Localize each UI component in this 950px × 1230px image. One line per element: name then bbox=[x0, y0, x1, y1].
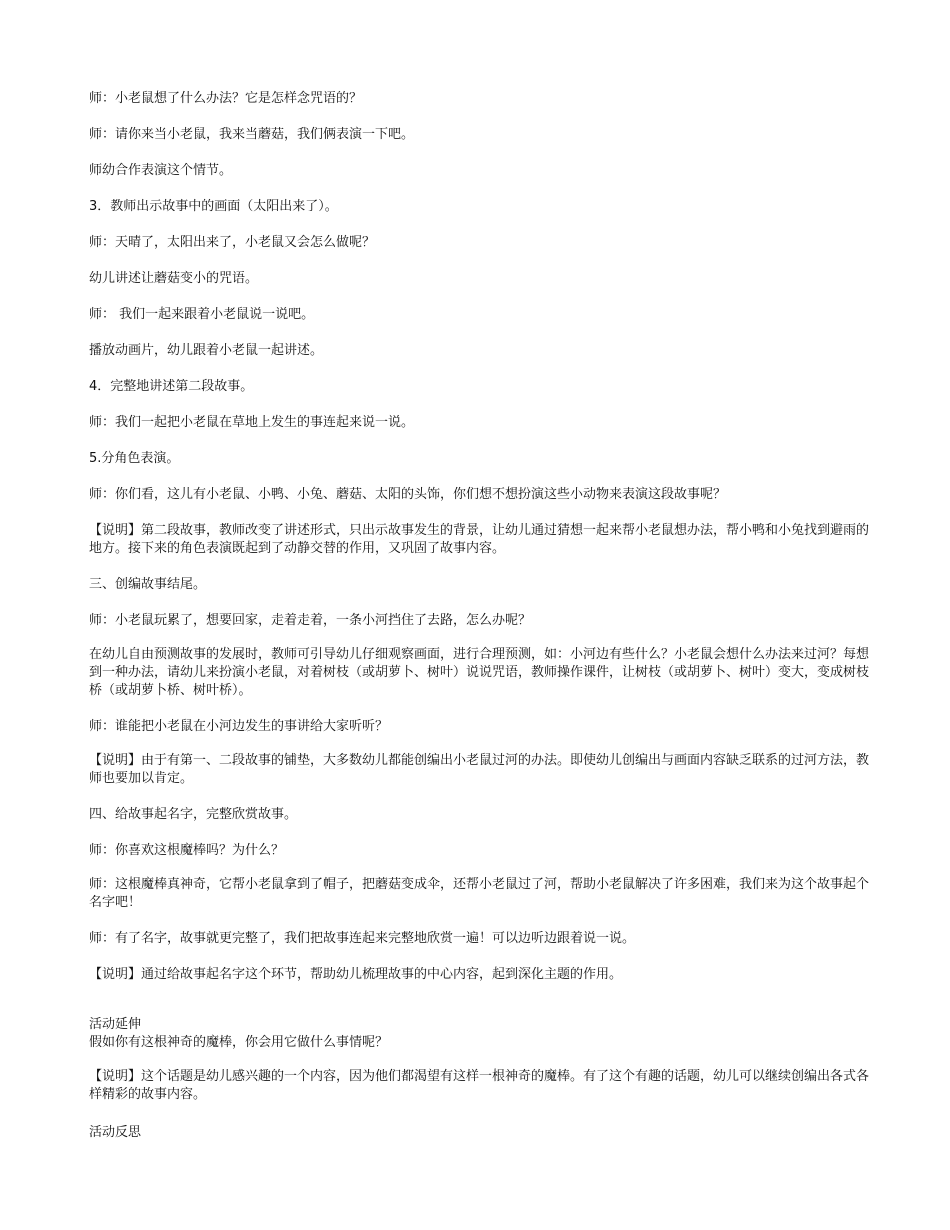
note-2: 【说明】由于有第一、二段故事的铺垫，大多数幼儿都能创编出小老鼠过河的办法。即使幼儿创编出与画面内容缺乏联系的过河方法，教师也要加以肯定。 bbox=[89, 753, 870, 786]
paragraph-1: 师：小老鼠想了什么办法？它是怎样念咒语的？ bbox=[89, 91, 363, 106]
paragraph-12: 师：你们看，这儿有小老鼠、小鸭、小兔、蘑菇、太阳的头饰，你们想不想扮演这些小动物来表演这段故事呢？ bbox=[89, 487, 727, 502]
paragraph-15: 师：谁能把小老鼠在小河边发生的事讲给大家听听？ bbox=[89, 719, 389, 734]
paragraph-6: 幼儿讲述让蘑菇变小的咒语。 bbox=[89, 271, 259, 286]
section-heading-4: 四、给故事起名字，完整欣赏故事。 bbox=[89, 807, 298, 822]
note-3: 【说明】通过给故事起名字这个环节，帮助幼儿梳理故事的中心内容，起到深化主题的作用。 bbox=[89, 967, 623, 982]
paragraph-14: 在幼儿自由预测故事的发展时，教师可引导幼儿仔细观察画面，进行合理预测，如：小河边有些什么？小老鼠会想什么办法来过河？每想到一种办法，请幼儿来扮演小老鼠，对着树枝（或胡萝卜、树叶）说说咒语，教师操作课件，让树枝（或胡萝卜、树叶）变大，变成树枝桥（或胡萝卜桥、树叶桥）。 bbox=[89, 647, 870, 698]
paragraph-11: 5.分角色表演。 bbox=[89, 451, 180, 466]
paragraph-3: 师幼合作表演这个情节。 bbox=[89, 163, 233, 178]
paragraph-5: 师：天晴了，太阳出来了，小老鼠又会怎么做呢？ bbox=[89, 235, 376, 250]
note-4: 【说明】这个话题是幼儿感兴趣的一个内容，因为他们都渴望有这样一根神奇的魔棒。有了这个有趣的话题，幼儿可以继续创编出各式各样精彩的故事内容。 bbox=[89, 1069, 870, 1102]
paragraph-7: 师： 我们一起来跟着小老鼠说一说吧。 bbox=[89, 307, 315, 322]
paragraph-16: 师：你喜欢这根魔棒吗？为什么？ bbox=[89, 843, 285, 858]
paragraph-8: 播放动画片，幼儿跟着小老鼠一起讲述。 bbox=[89, 343, 324, 358]
paragraph-4: 3．教师出示故事中的画面（太阳出来了）。 bbox=[89, 199, 338, 214]
paragraph-18: 师：有了名字，故事就更完整了，我们把故事连起来完整地欣赏一遍！可以边听边跟着说一说。 bbox=[89, 931, 636, 946]
note-1: 【说明】第二段故事，教师改变了讲述形式，只出示故事发生的背景，让幼儿通过猜想一起来帮小老鼠想办法，帮小鸭和小兔找到避雨的地方。接下来的角色表演既起到了动静交替的作用，又巩固了故事内容。 bbox=[89, 523, 870, 556]
paragraph-19: 假如你有这根神奇的魔棒，你会用它做什么事情呢？ bbox=[89, 1035, 389, 1050]
section-heading-3: 三、创编故事结尾。 bbox=[89, 577, 207, 592]
section-heading-extension: 活动延伸 bbox=[89, 1017, 142, 1032]
paragraph-17: 师：这根魔棒真神奇，它帮小老鼠拿到了帽子，把蘑菇变成伞，还帮小老鼠过了河，帮助小老鼠解决了许多困难，我们来为这个故事起个名字吧！ bbox=[89, 877, 870, 910]
paragraph-13: 师：小老鼠玩累了，想要回家，走着走着，一条小河挡住了去路，怎么办呢？ bbox=[89, 613, 532, 628]
paragraph-10: 师：我们一起把小老鼠在草地上发生的事连起来说一说。 bbox=[89, 415, 415, 430]
paragraph-2: 师：请你来当小老鼠，我来当蘑菇，我们俩表演一下吧。 bbox=[89, 127, 415, 142]
paragraph-9: 4．完整地讲述第二段故事。 bbox=[89, 379, 254, 394]
section-heading-reflection: 活动反思 bbox=[89, 1125, 142, 1140]
